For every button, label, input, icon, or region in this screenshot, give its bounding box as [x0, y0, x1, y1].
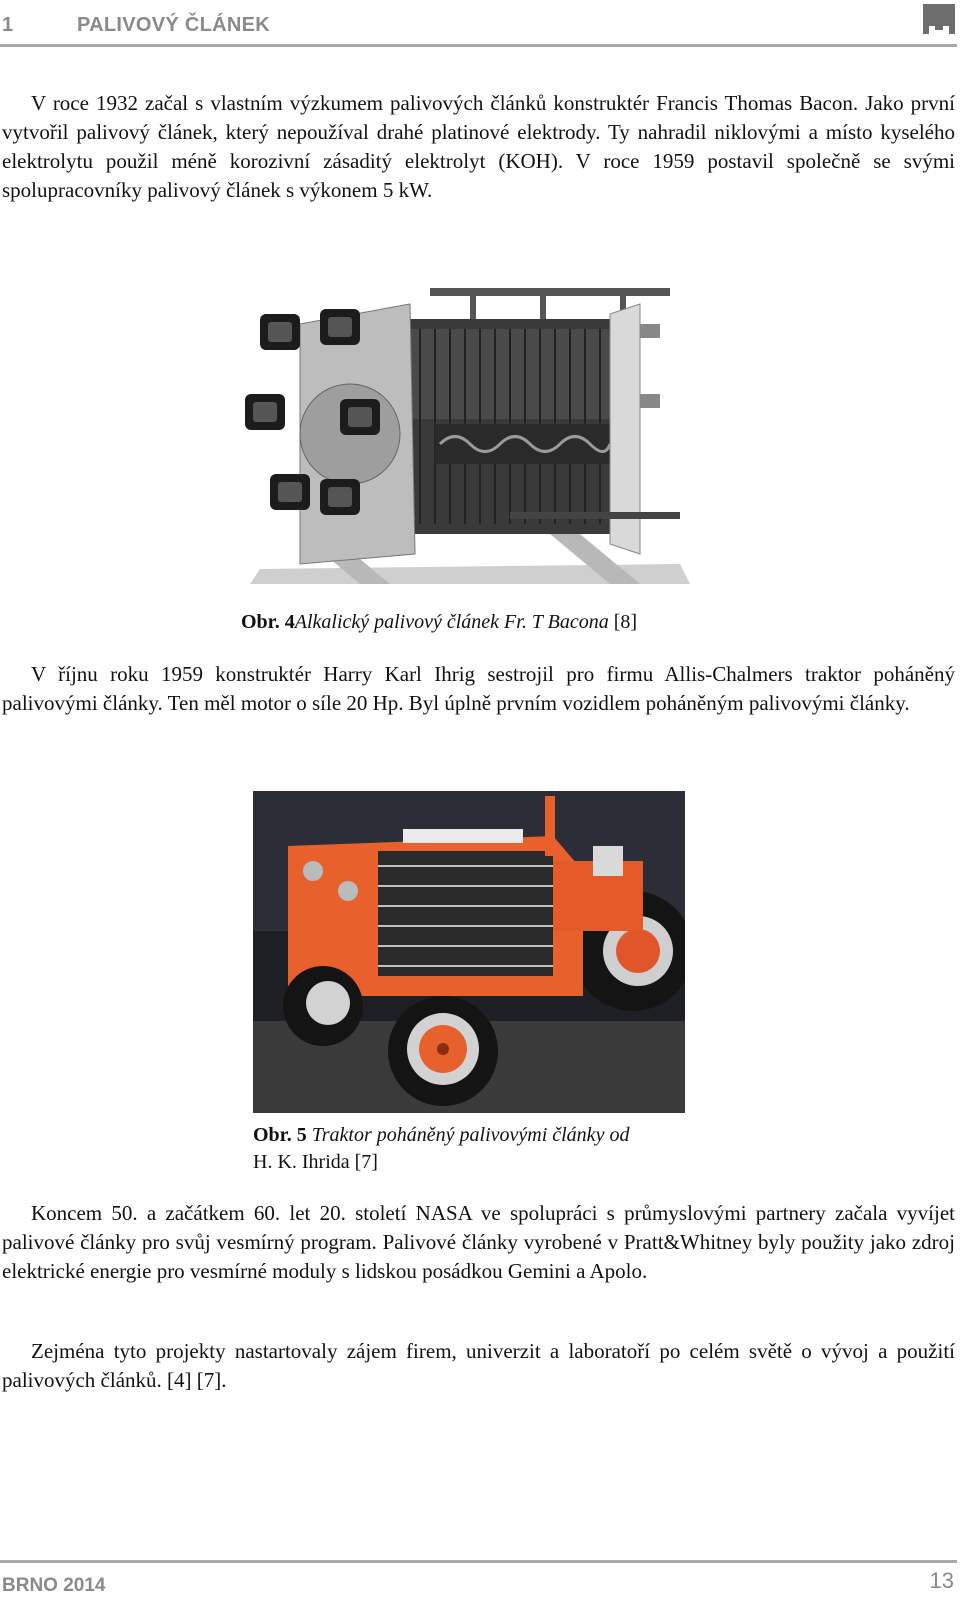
chapter-title: PALIVOVÝ ČLÁNEK [77, 14, 271, 36]
footer-location-year: BRNO 2014 [2, 1575, 106, 1596]
page-number: 13 [929, 1568, 954, 1593]
figure-4-caption [241, 609, 637, 636]
page-header [0, 0, 960, 52]
figure-5-caption-line2: H. K. Ihrida [7] [253, 1151, 378, 1173]
figure-5-caption [253, 1122, 629, 1176]
figure-5-label: Obr. 5 [253, 1124, 307, 1146]
figure-4-ref: [8] [608, 611, 638, 633]
header-rule [0, 44, 957, 47]
paragraph-projects: Zejména tyto projekty nastartovaly zájem firem, univerzit a laboratoří po celém světě o vývoj a použití palivových článků. [4] [7]. [2, 1339, 955, 1392]
paragraph-ihrig: V říjnu roku 1959 konstruktér Harry Karl Ihrig sestrojil pro firmu Allis-Chalmers traktor poháněný palivovými články. Ten měl motor o síle 20 Hp. Byl úplně prvním vozidlem poháněným palivovými články. [2, 662, 955, 715]
figure-4-text: Alkalický palivový článek Fr. T Bacona [294, 611, 609, 633]
footer-rule [0, 1560, 957, 1563]
fuel-cell-tractor-image [253, 791, 685, 1113]
alkaline-fuel-cell-image [240, 284, 695, 600]
figure-4-label: Obr. 4 [241, 611, 295, 633]
chapter-number: 1 [2, 14, 14, 36]
figure-5-text: Traktor poháněný palivovými články od [306, 1124, 630, 1146]
paragraph-nasa: Koncem 50. a začátkem 60. let 20. století NASA ve spolupráci s průmyslovými partnery začala vyvíjet palivové články pro svůj vesmírný program. Palivové články vyrobené v Pratt&Whitney byly použity jako zdroj elektrické energie pro vesmírné moduly s lidskou posádkou Gemini a Apolo. [2, 1201, 955, 1283]
paragraph-bacon: V roce 1932 začal s vlastním výzkumem palivových článků konstruktér Francis Thomas Bacon. Jako první vytvořil palivový článek, který nepoužíval drahé platinové elektrody. Ty nahradil niklovými a místo kyselého elektrolytu použil méně korozivní zásaditý elektrolyt (KOH). V roce 1959 postavil společně se svými spolupracovníky palivový článek s výkonem 5 kW. [2, 91, 955, 202]
university-logo-icon [923, 4, 955, 34]
